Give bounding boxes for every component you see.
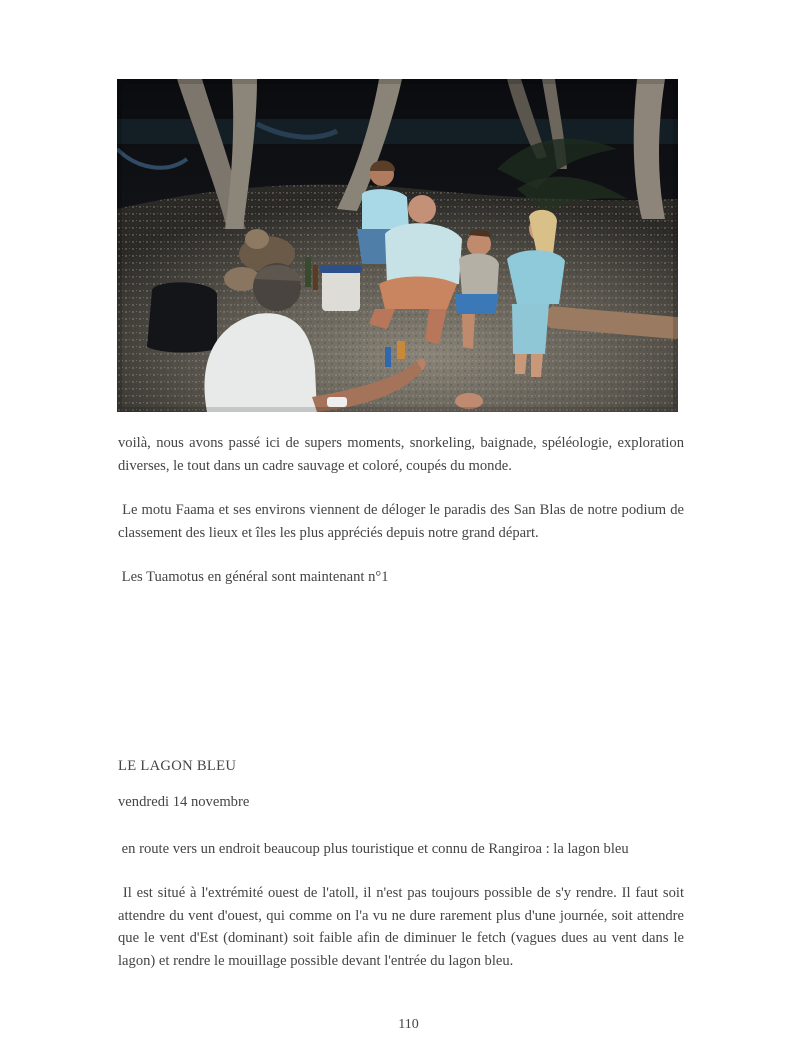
section-heading: LE LAGON BLEU xyxy=(118,758,237,774)
paragraph-lagon-bleu: Il est situé à l'extrémité ouest de l'atoll, il n'est pas toujours possible de s'y rendre. Il faut soit attendre du vent d'ouest, qui comme on l'a vu ne dure rarement plus d'une journée, soit attendre que le vent d'Est (dominant) soit faible afin de diminuer le fetch (vagues dues au vent dans le lagon) et rendre le mouillage possible devant l'entrée du lagon bleu. xyxy=(118,885,688,969)
paragraph-route: en route vers un endroit beaucoup plus touristique et connu de Rangiroa : la lagon bleu xyxy=(118,841,629,857)
paragraph-tuamotus: Les Tuamotus en général sont maintenant n°1 xyxy=(118,569,389,585)
section-date: vendredi 14 novembre xyxy=(118,794,250,810)
campfire-night-photo xyxy=(117,79,678,412)
paragraph-activities: voilà, nous avons passé ici de supers moments, snorkeling, baignade, spéléologie, exploration diverses, le tout dans un cadre sauvage et coloré, coupés du monde. xyxy=(118,435,684,474)
paragraph-motu-faama: Le motu Faama et ses environs viennent de déloger le paradis des San Blas de notre podium de classement des lieux et îles les plus appréciés depuis notre grand départ. xyxy=(118,502,688,541)
page-number: 110 xyxy=(398,1017,419,1032)
